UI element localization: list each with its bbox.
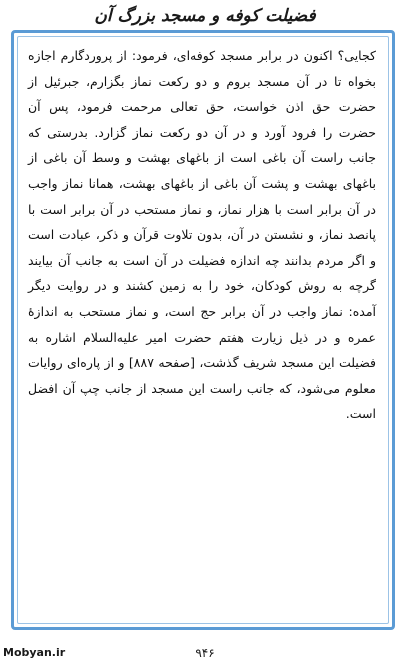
content-frame <box>11 30 395 630</box>
page-header-title: فضیلت کوفه و مسجد بزرگ آن <box>94 6 316 26</box>
site-watermark: Mobyan.ir <box>3 646 66 659</box>
page-number: ۹۴۶ <box>195 646 215 660</box>
body-paragraph: کجایی؟ اکنون در برابر مسجد کوفه‌ای، فرمود: از پروردگارم اجازه بخواه تا در آن مسجد بروم و دو رکعت نماز بگزارم، جبرئیل از حضرت حق اذن خواست، حق تعالی مرحمت فرمود، پس آن حضرت را فرود آورد و در آن دو رکعت نماز گزارد. بدرستی که جانب راست آن باغی است از باغهای بهشت و وسط آن باغی از باغهای بهشت و پشت آن باغی از باغهای بهشت، همانا نماز واجب در آن برابر است با هزار نماز، و نماز مستحب در آن برابر است با پانصد نماز، و نشستن در آن، بدون تلاوت قرآن و ذکر، عبادت است و اگر مردم بدانند چه اندازه فضیلت در آن است به جانب آن بیایند گرچه به روش کودکان، خود را به زمین کشند و در روایت دیگر آمده: نماز واجب در آن برابر حج است، و نماز مستحب به اندازهٔ عمره و در ذیل زیارت هفتم حضرت امیر علیه‌السلام اشاره به فضیلت این مسجد شریف گذشت، [صفحه ۸۸۷] و از پاره‌ای روایات معلوم می‌شود، که جانب راست این مسجد از جانب چپ آن افضل است. <box>28 48 377 422</box>
